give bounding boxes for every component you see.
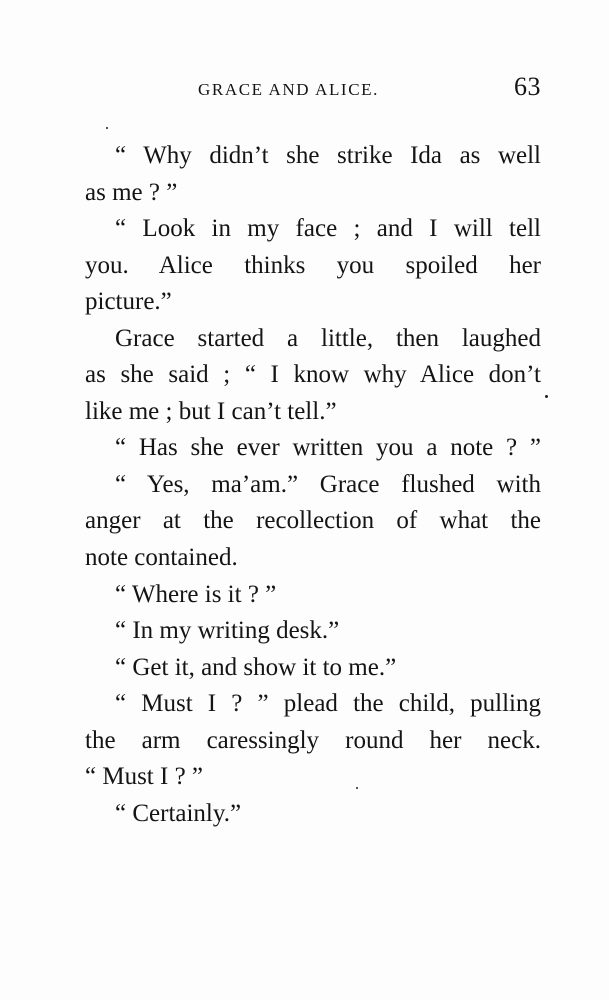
text-line: “ Must I ? ” [85,763,204,791]
text-line: Grace started a little, then laughed [115,324,541,352]
text-line: like me ; but I can’t tell.” [85,397,337,425]
text-line: as she said ; “ I know why Alice don’t [85,361,541,389]
text-line: “ Yes, ma’am.” Grace flushed with [115,470,541,498]
text-line: you. Alice thinks you spoiled her [85,251,541,279]
ink-speck [545,395,548,398]
ink-speck [356,787,358,789]
text-line: “ Why didn’t she strike Ida as well [115,142,541,169]
text-line: “ Look in my face ; and I will tell [115,215,541,243]
text-line: the arm caressingly round her neck. [85,726,541,754]
text-line: as me ? ” [85,178,178,206]
running-title: GRACE AND ALICE. [198,80,379,99]
text-line: picture.” [85,288,172,316]
text-line: “ In my writing desk.” [115,617,340,645]
running-head [83,72,541,104]
text-line: “ Must I ? ” plead the child, pulling [115,690,541,718]
text-line: anger at the recollection of what the [85,507,541,535]
text-line: “ Certainly.” [115,799,242,827]
text-line: “ Get it, and show it to me.” [115,653,397,681]
text-line: “ Has she ever written you a note ? ” [115,434,541,462]
page-number: 63 [514,72,541,101]
text-line: note contained. [85,544,238,572]
ink-speck [106,127,108,129]
text-line: “ Where is it ? ” [115,580,277,608]
body-text [85,138,541,832]
